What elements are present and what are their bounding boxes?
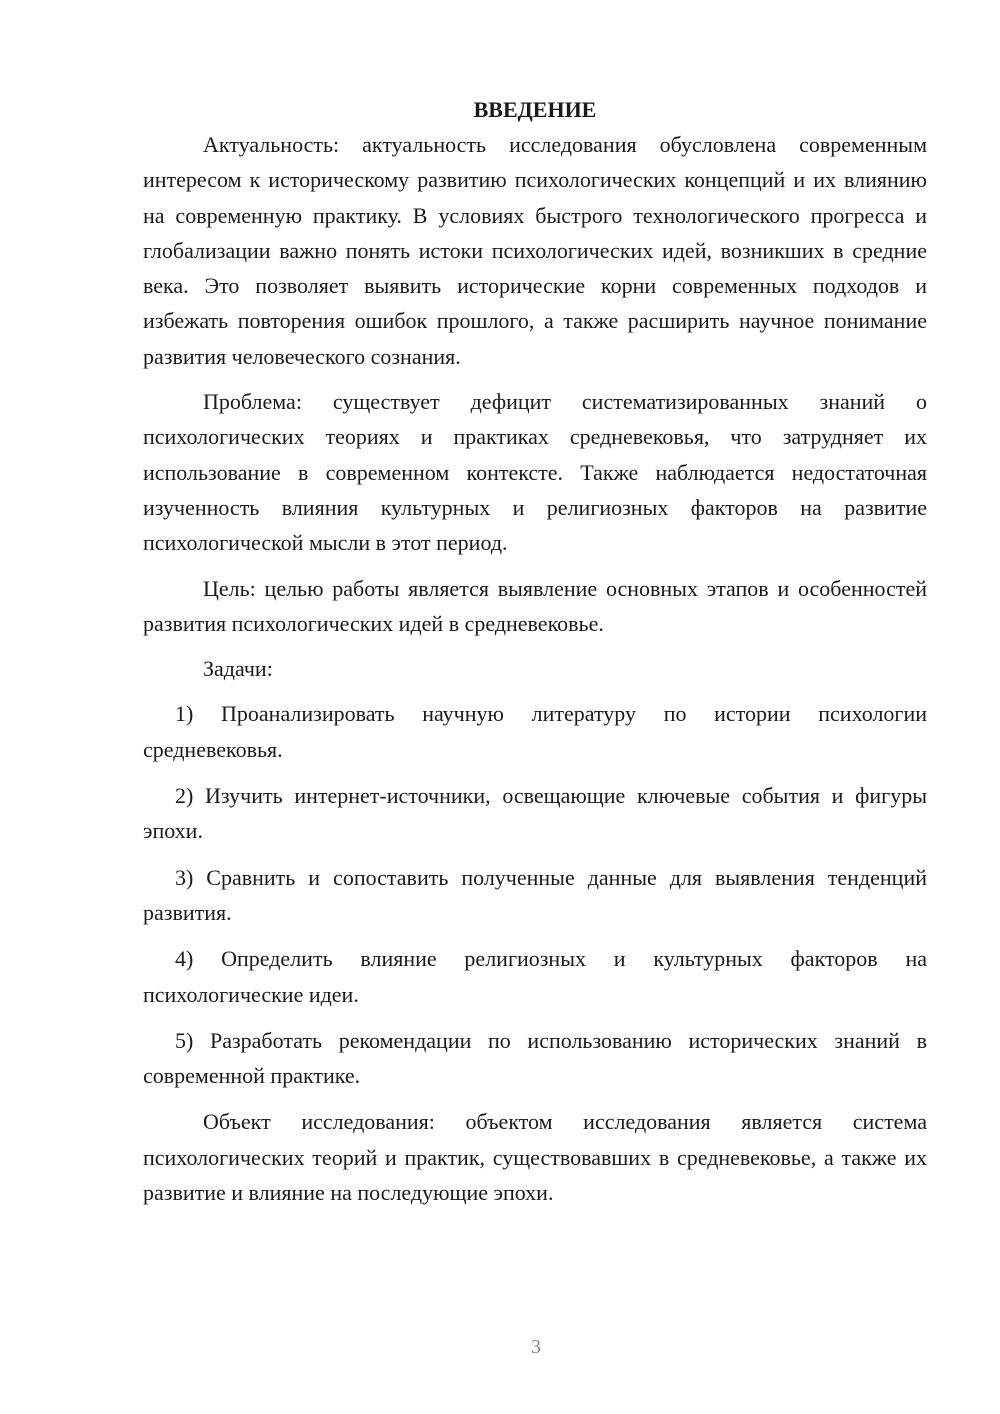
list-item: 2) Изучить интернет-источники, освещающие ключевые события и фигуры эпохи. — [143, 783, 927, 844]
relevance-paragraph: Актуальность: актуальность исследования обусловлена современным интересом к историческому развитию психологических концепций и их влиянию на современную практику. В условиях быстрого технологического прогресса и глобализации важно понять истоки психологических идей, возникших в средние века. Это позволяет выявить исторические корни современных подходов и избежать повторения ошибок прошлого, а также расширить научное понимание развития человеческого сознания. — [143, 132, 927, 369]
list-item: 5) Разработать рекомендации по использованию исторических знаний в современной практике. — [143, 1027, 927, 1089]
list-item: 1) Проанализировать научную литературу по истории психологии средневековья. — [143, 701, 927, 762]
goal-paragraph: Цель: целью работы является выявление основных этапов и особенностей развития психологических идей в средневековье. — [143, 575, 927, 636]
page-content — [143, 92, 927, 1210]
list-item: 4) Определить влияние религиозных и культурных факторов на психологические идеи. — [143, 946, 927, 1007]
object-paragraph: Объект исследования: объектом исследования является система психологических теорий и практик, существовавших в средневековье, а также их развитие и влияние на последующие эпохи. — [143, 1109, 927, 1206]
tasks-heading: Задачи: — [203, 656, 273, 682]
list-item: 3) Сравнить и сопоставить полученные данные для выявления тенденций развития. — [143, 864, 927, 925]
tasks-list — [143, 696, 927, 1093]
page-number: 3 — [531, 1336, 541, 1358]
problem-paragraph: Проблема: существует дефицит систематизированных знаний о психологических теориях и практиках средневековья, что затрудняет их использование в современном контексте. Также наблюдается недостаточная изученность влияния культурных и религиозных факторов на развитие психологической мысли в этот период. — [143, 389, 927, 556]
section-title: ВВЕДЕНИЕ — [473, 97, 597, 122]
